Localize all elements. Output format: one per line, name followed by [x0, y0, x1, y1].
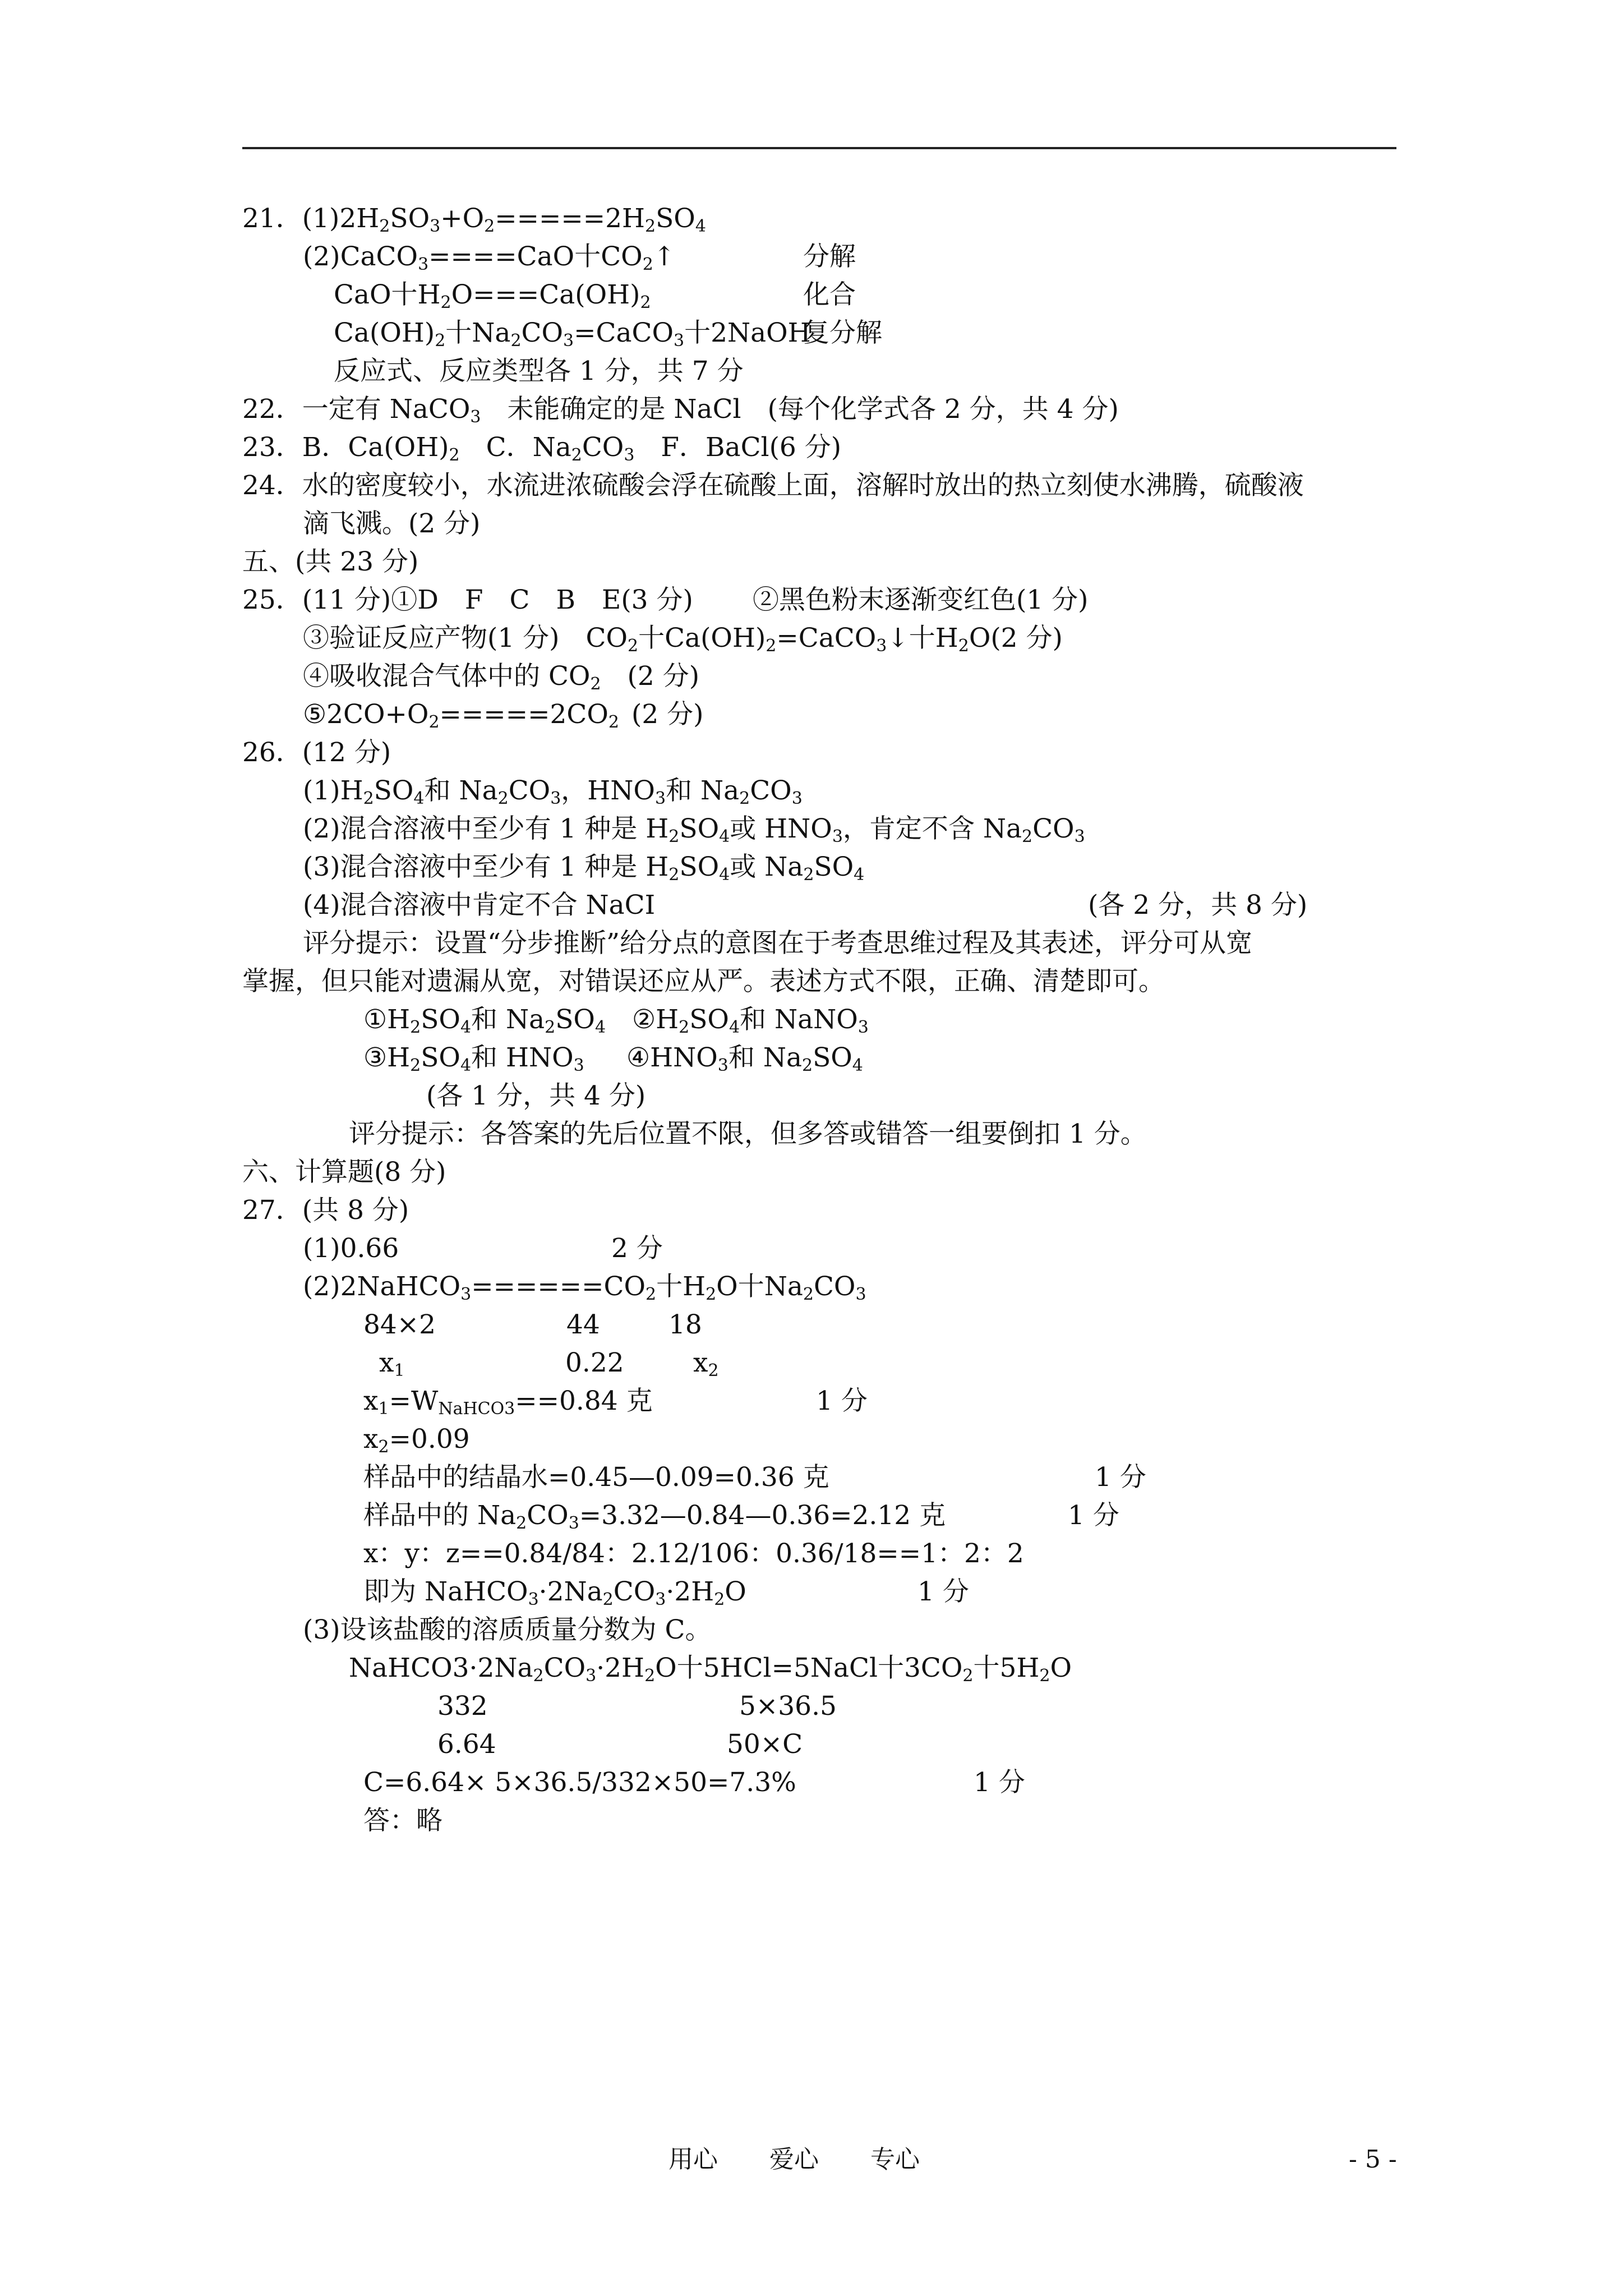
text-line: C=6.64× 5×36.5/332×50=7.3%	[363, 1767, 796, 1798]
text-line: $④HNO_3$和 $Na_2SO_4$	[626, 1042, 863, 1075]
text-line: 样品中的 $Na_2CO_3=3.32—0.84—0.36=2.12$ 克	[363, 1500, 946, 1533]
text-line: 滴飞溅。(2 分)	[303, 508, 481, 539]
text-line: (各 2 分，共 8 分)	[1088, 890, 1308, 921]
text-line: 21．$(1)2H_2SO_3+O_2=====2H_2SO_4$	[242, 203, 706, 236]
text-line: $x_1=W_{NaHCO3}==0.84$ 克	[363, 1386, 653, 1419]
text-line: 1 分	[1068, 1500, 1119, 1531]
text-line: $x_1$	[379, 1347, 405, 1381]
text-line: $x_2$	[693, 1347, 719, 1381]
text-line: 反应式、反应类型各 1 分，共 7 分	[334, 356, 744, 386]
text-line: 1 分	[1095, 1462, 1146, 1493]
text-line: x：y：z==0.84/84：2.12/106：0.36/18==1：2：2	[363, 1538, 1024, 1569]
text-line: ③验证反应产物(1 分) $CO_2$十$Ca(OH)_2=CaCO_3↓$十$H_2O(2$ 分)	[303, 623, 1063, 656]
text-line: 化合	[803, 279, 856, 310]
text-line: (2)CaCO$_3$====CaO十$CO_2↑$	[303, 241, 676, 274]
text-line: $(2)2NaHCO_3======CO_2$十$H_2O$十$Na_2CO_3$	[303, 1271, 866, 1304]
section-heading: 六、计算题(8 分)	[242, 1157, 446, 1188]
text-line: (2)混合溶液中至少有 1 种是 $H_2SO_4$或 $HNO_3$，肯定不含 $Na_2CO_3$	[303, 813, 1085, 846]
text-line: CaO十$H_2O===Ca(OH)_2$	[334, 279, 651, 312]
text-line: 复分解	[803, 318, 882, 348]
text-line: 即为 $NaHCO_3\cdot 2Na_2CO_3\cdot 2H_2O$	[363, 1576, 746, 1609]
text-line: 332	[437, 1691, 488, 1722]
text-line: 1 分	[974, 1767, 1025, 1798]
footer-text: 用心	[668, 2145, 718, 2174]
text-line: 25．(11 分)①D F C B E(3 分)	[242, 585, 693, 615]
text-line: 评分提示：各答案的先后位置不限，但多答或错答一组要倒扣 1 分。	[349, 1119, 1147, 1149]
text-line: $NaHCO3\cdot 2Na_2CO_3\cdot 2H_2O$十5HCl=5NaCl十$3CO_2$十$5H_2O$	[349, 1653, 1072, 1686]
text-line: $(1)H_2SO_4$和 $Na_2CO_3$，$HNO_3$和 $Na_2CO_3$	[303, 775, 803, 808]
page-number: - 5 -	[1349, 2145, 1397, 2174]
text-line: 22．一定有 NaCO$_3$ 未能确定的是 NaCl (每个化学式各 2 分，共 4 分)	[242, 394, 1119, 427]
text-line: 1 分	[917, 1576, 969, 1607]
text-line: $⑤2CO+O_2=====2CO_2$	[303, 699, 619, 732]
text-line: (各 1 分，共 4 分)	[426, 1080, 646, 1111]
text-line: 分解	[803, 241, 856, 272]
text-line: 2 分	[611, 1233, 663, 1264]
text-line: 掌握，但只能对遗漏从宽，对错误还应从严。表述方式不限，正确、清楚即可。	[242, 966, 1165, 997]
text-line: $③H_2SO_4$和 $HNO_3$	[363, 1042, 584, 1075]
text-line: (4)混合溶液中肯定不合 NaCI	[303, 890, 656, 921]
text-line: (2 分)	[631, 699, 704, 730]
text-line: $①H_2SO_4$和 $Na_2SO_4$	[363, 1004, 606, 1037]
text-line: $x_2=0.09$	[363, 1424, 470, 1457]
footer-text: 专心	[870, 2145, 920, 2174]
text-line: $②H_2SO_4$和 NaNO$_3$	[632, 1004, 869, 1037]
text-line: ②黑色粉末逐渐变红色(1 分)	[753, 585, 1089, 615]
text-line: 评分提示：设置“分步推断”给分点的意图在于考查思维过程及其表述，评分可从宽	[303, 928, 1253, 959]
text-line: 27．(共 8 分)	[242, 1195, 409, 1226]
text-line: 6.64	[437, 1729, 496, 1760]
header-rule	[242, 147, 1396, 149]
text-line: 样品中的结晶水=0.45—0.09=0.36 克	[363, 1462, 829, 1493]
text-line: 18	[668, 1309, 702, 1340]
text-line: (3)设该盐酸的溶质质量分数为 C。	[303, 1614, 712, 1645]
text-line: 5×36.5	[739, 1691, 837, 1722]
text-line: 26．(12 分)	[242, 737, 391, 768]
text-line: ④吸收混合气体中的 $CO_2$ (2 分)	[303, 661, 700, 694]
text-line: (1)0.66	[303, 1233, 399, 1264]
text-line: 44	[566, 1309, 600, 1340]
footer-text: 爱心	[769, 2145, 819, 2174]
section-heading: 五、(共 23 分)	[242, 546, 419, 577]
text-line: 23．B．$Ca(OH)_2$ C．$Na_2CO_3$ F．BaCl(6 分)	[242, 432, 842, 465]
text-line: 50×C	[727, 1729, 803, 1760]
text-line: 24．水的密度较小，水流进浓硫酸会浮在硫酸上面，溶解时放出的热立刻使水沸腾，硫酸液	[242, 470, 1304, 501]
text-line: 84×2	[363, 1309, 436, 1340]
text-line: 答：略	[363, 1805, 442, 1836]
text-line: 0.22	[565, 1347, 624, 1378]
text-line: $Ca(OH)_2$十$Na_2CO_3=CaCO_3$十2NaOH	[334, 318, 811, 351]
text-line: (3)混合溶液中至少有 1 种是 $H_2SO_4$或 $Na_2SO_4$	[303, 852, 865, 885]
text-line: 1 分	[816, 1386, 868, 1416]
